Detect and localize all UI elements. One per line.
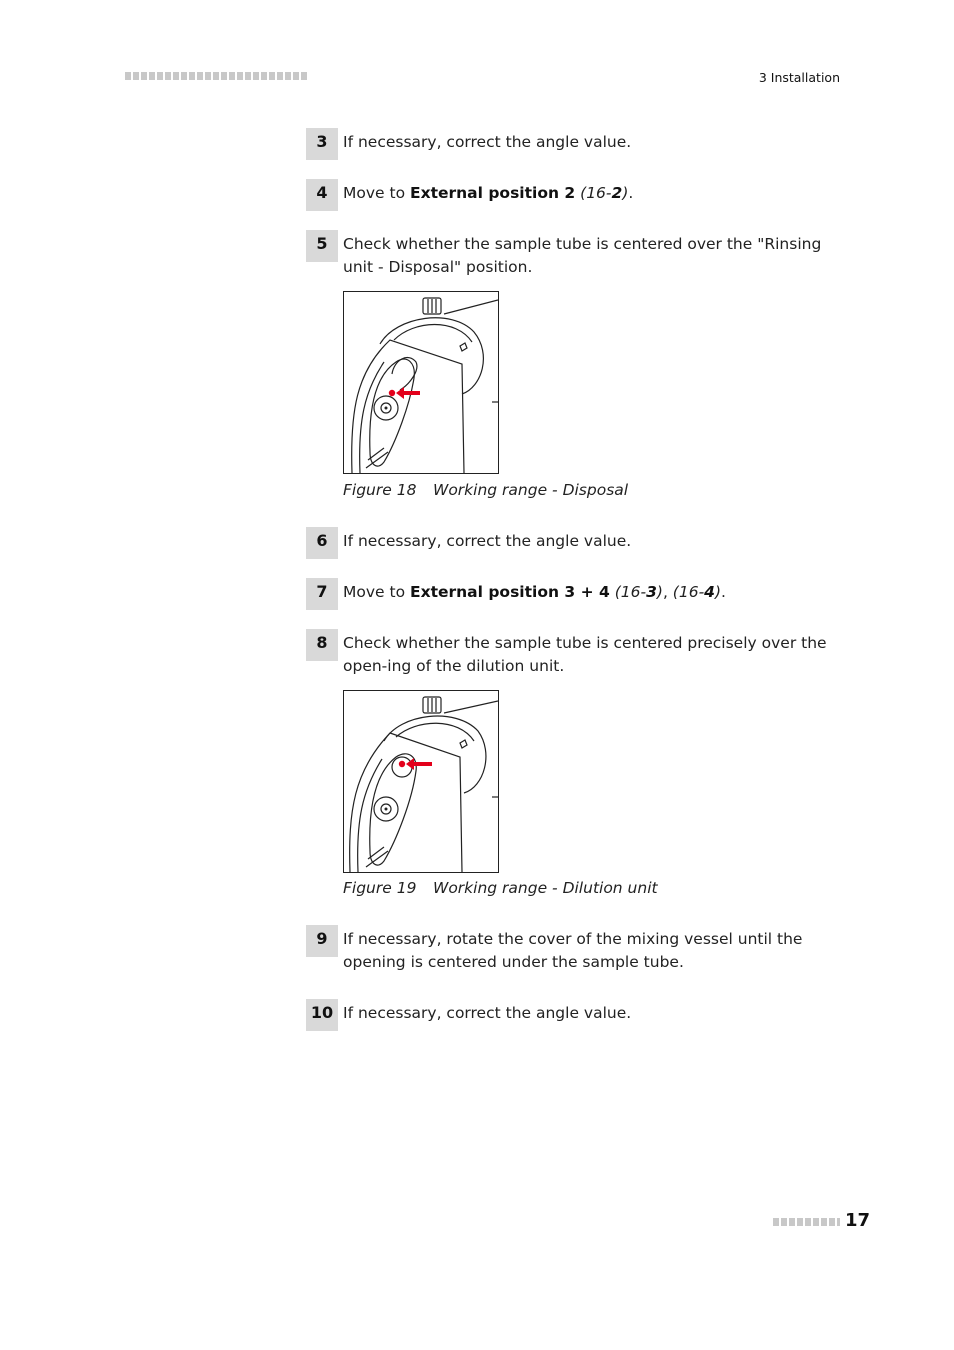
- step-text: Check whether the sample tube is centered precisely over the open-ing of the dilution unit.: [343, 634, 827, 675]
- sample-tube-marker-dot: [399, 761, 405, 767]
- red-arrow-icon: [396, 387, 420, 399]
- figure-label: Figure 18: [343, 481, 417, 499]
- figure-reference[interactable]: (16-3): [609, 583, 663, 601]
- position-name: External position 3 + 4: [409, 583, 610, 601]
- figure-title: Working range - Disposal: [433, 481, 629, 499]
- step-text: If necessary, correct the angle value.: [343, 1004, 632, 1022]
- figure-reference[interactable]: (16-4): [672, 583, 722, 601]
- step-text: If necessary, correct the angle value.: [343, 133, 632, 151]
- figure-title: Working range - Dilution unit: [433, 879, 658, 897]
- step-text: If necessary, correct the angle value.: [343, 532, 632, 550]
- figure-reference[interactable]: (16-2): [575, 184, 629, 202]
- figure-18-caption: [343, 481, 628, 499]
- footer-decoration: [773, 1218, 840, 1226]
- figure-19-caption: [343, 879, 658, 897]
- figure-19-image: [343, 690, 499, 873]
- red-arrow-icon: [406, 758, 432, 770]
- header-decoration: [125, 72, 307, 80]
- step-text: Move to External position 3 + 4 (16-3), (16-4).: [343, 583, 726, 601]
- step-text: Check whether the sample tube is centered over the "Rinsing unit - Disposal" position.: [343, 235, 822, 276]
- step-number: 3: [306, 128, 338, 160]
- page-number: 17: [845, 1210, 871, 1231]
- step-number: 9: [306, 925, 338, 957]
- step-number: 4: [306, 179, 338, 211]
- sample-tube-marker-dot: [389, 390, 395, 396]
- figure-label: Figure 19: [343, 879, 417, 897]
- figure-18-image: [343, 291, 499, 474]
- step-number: 8: [306, 629, 338, 661]
- step-text: If necessary, rotate the cover of the mixing vessel until the opening is centered under the sample tube.: [343, 930, 803, 971]
- position-name: External position 2: [409, 184, 576, 202]
- step-text: Move to External position 2 (16-2).: [343, 184, 634, 202]
- step-number: 7: [306, 578, 338, 610]
- header-section-title: 3 Installation: [758, 70, 840, 85]
- step-number: 6: [306, 527, 338, 559]
- step-number: 5: [306, 230, 338, 262]
- step-number: 10: [306, 999, 338, 1031]
